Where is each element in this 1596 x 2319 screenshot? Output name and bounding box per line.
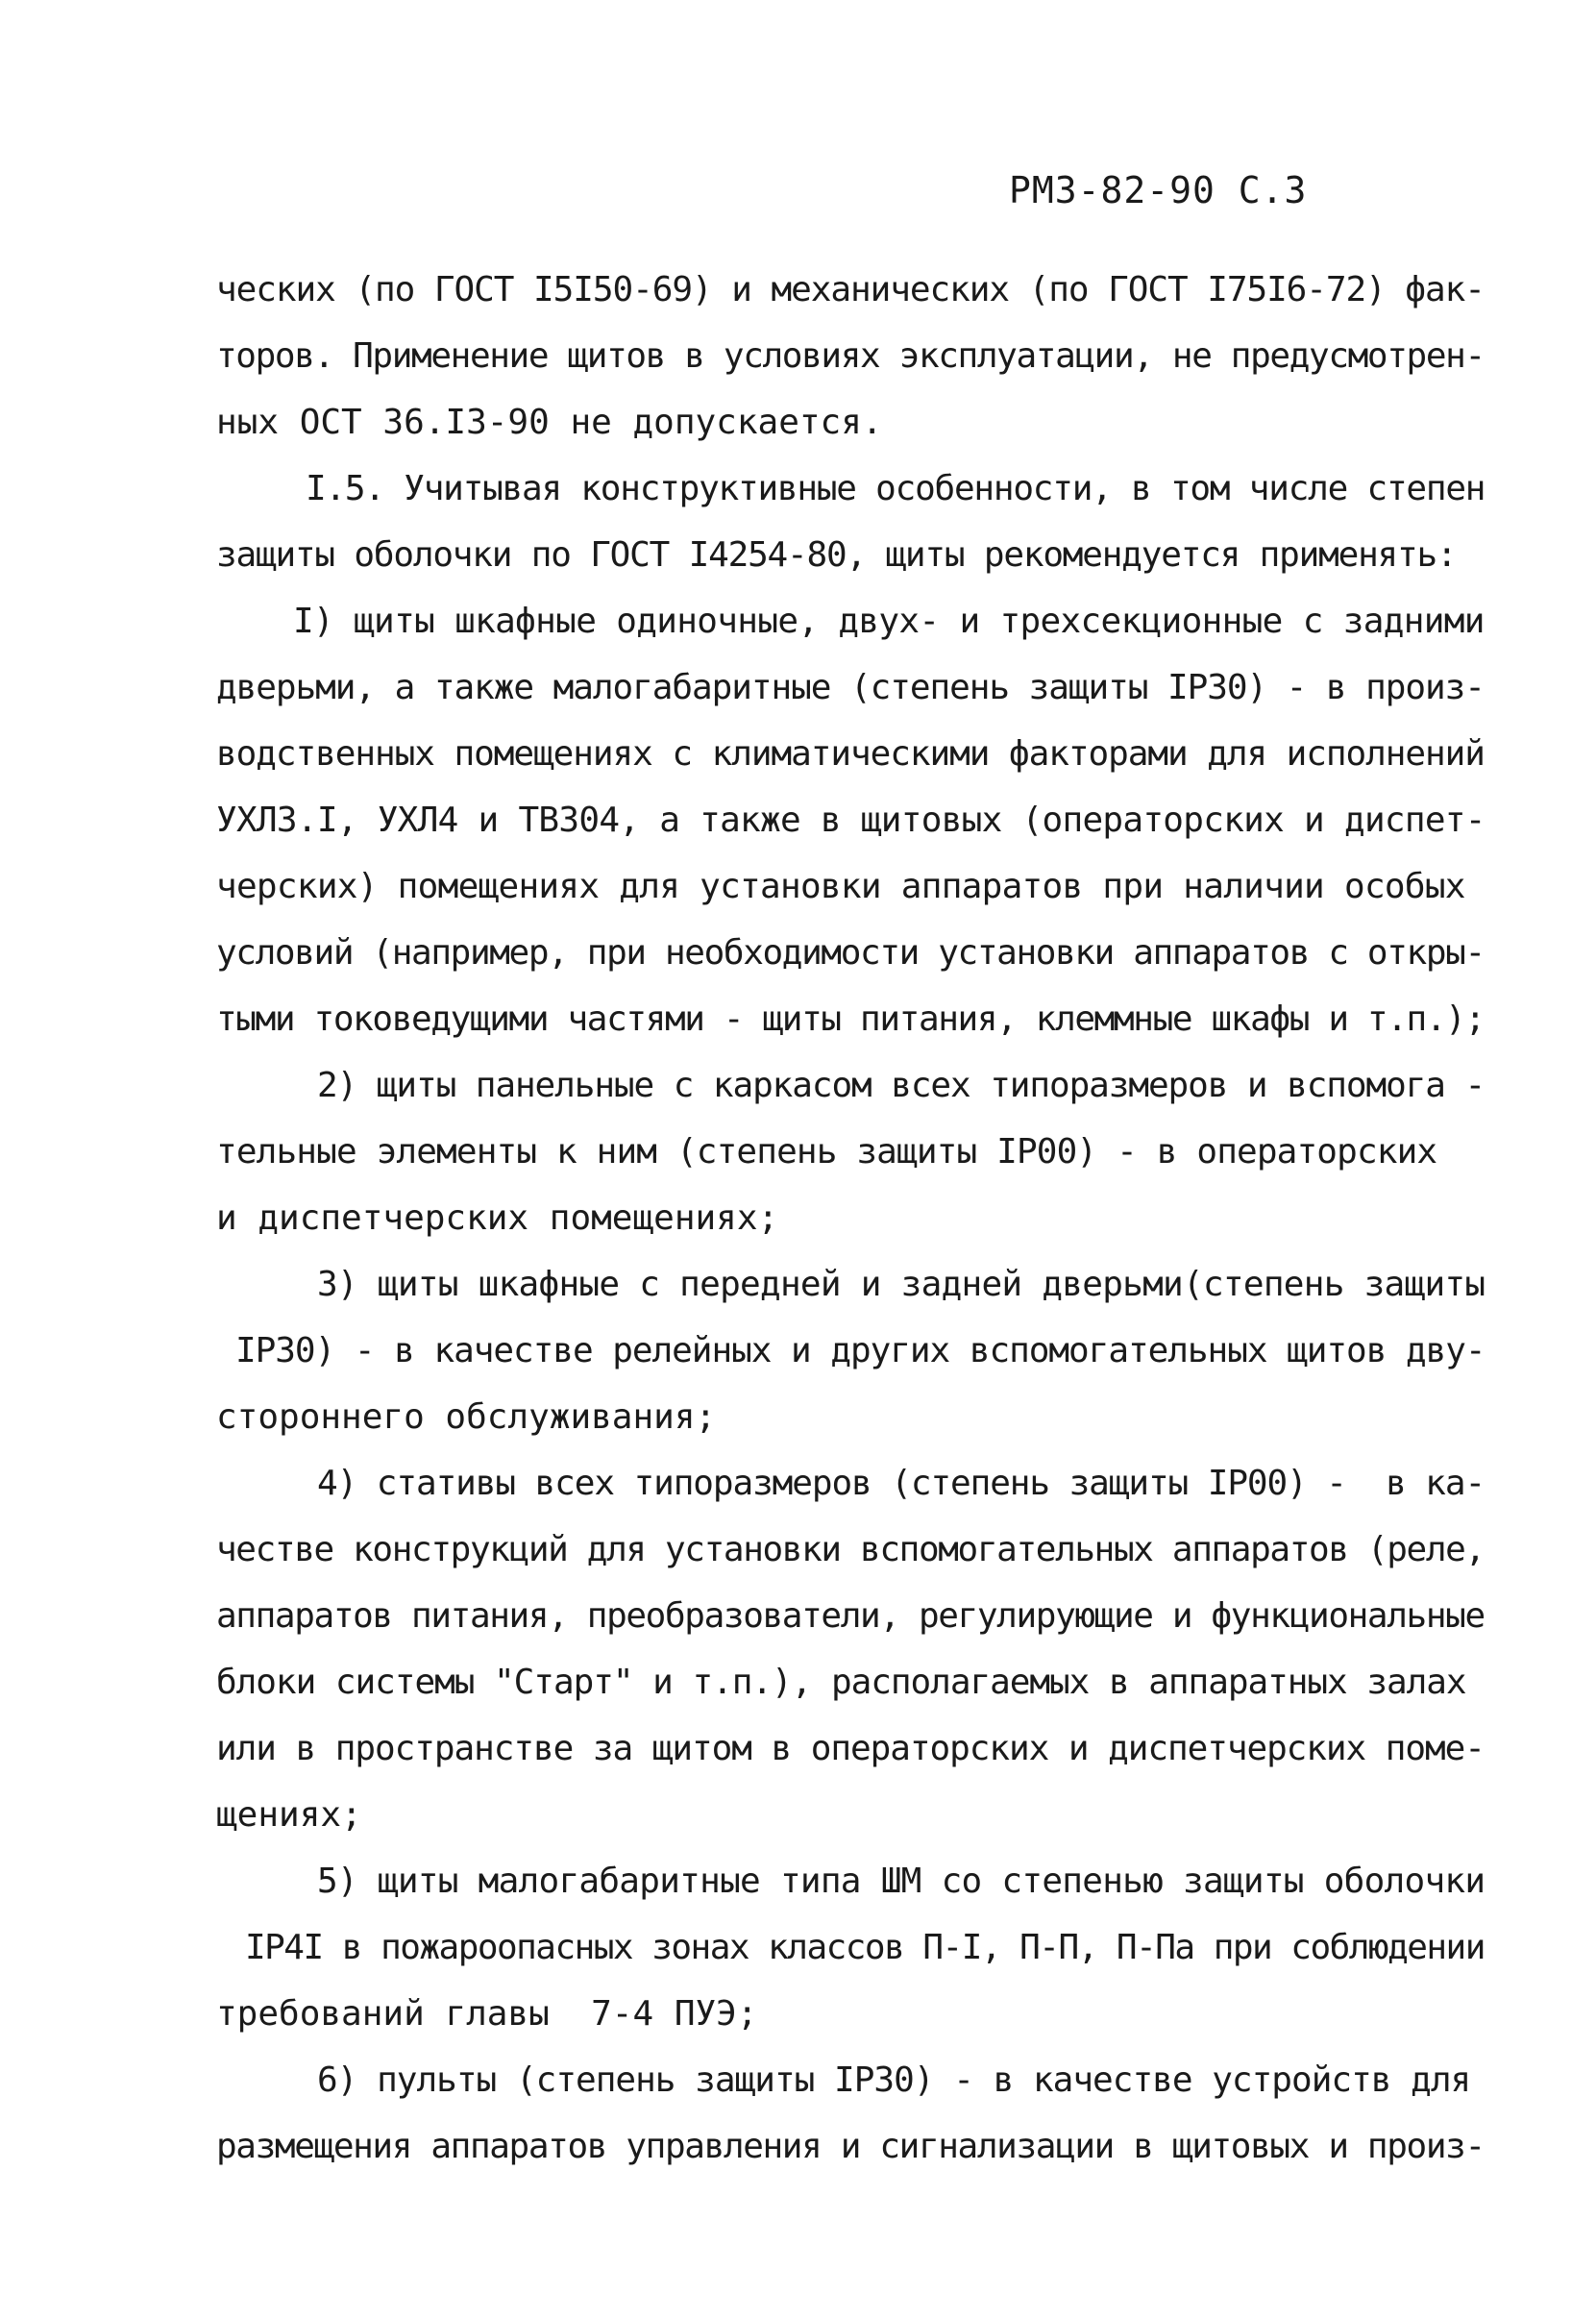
text-line: стороннего обслуживания; <box>216 1397 717 1437</box>
text-line: блоки системы "Старт" и т.п.), располагаемых в аппаратных залах <box>216 1663 1466 1702</box>
text-line: размещения аппаратов управления и сигнализации в щитовых и произ- <box>216 2127 1485 2166</box>
text-line: 2) щиты панельные с каркасом всех типоразмеров и вспомога - <box>317 1066 1486 1105</box>
text-line: ческих (по ГОСТ I5I50-69) и механических (по ГОСТ I75I6-72) фак- <box>216 270 1485 309</box>
text-line: I.5. Учитывая конструктивные особенности, в том числе степен <box>306 469 1486 508</box>
text-line: тыми токоведущими частями - щиты питания, клеммные шкафы и т.п.); <box>216 999 1485 1039</box>
text-line: щениях; <box>216 1795 362 1835</box>
page-header: РМЗ-82-90 С.3 <box>1009 169 1308 211</box>
text-line: дверьми, а также малогабаритные (степень защиты IP30) - в произ- <box>216 668 1485 707</box>
text-line: водственных помещениях с климатическими факторами для исполнений <box>216 734 1485 774</box>
text-line: УХЛ3.I, УХЛ4 и ТВ304, а также в щитовых (операторских и диспет- <box>216 801 1486 840</box>
text-line: честве конструкций для установки вспомогательных аппаратов (реле, <box>216 1530 1485 1569</box>
text-line: тельные элементы к ним (степень защиты IP00) - в операторских <box>216 1132 1437 1172</box>
text-line: IP4I в пожароопасных зонах классов П-I, П-П, П-Па при соблюдении <box>245 1928 1485 1967</box>
text-line: защиты оболочки по ГОСТ I4254-80, щиты рекомендуется применять: <box>216 535 1457 575</box>
text-line: или в пространстве за щитом в операторских и диспетчерских поме- <box>216 1729 1485 1768</box>
text-line: требований главы 7-4 ПУЭ; <box>216 1994 758 2034</box>
text-line: 5) щиты малогабаритные типа ШМ со степенью защиты оболочки <box>317 1862 1486 1901</box>
text-line: ных ОСТ 36.I3-90 не допускается. <box>216 403 883 442</box>
text-line: IP30) - в качестве релейных и других вспомогательных щитов дву- <box>235 1331 1486 1370</box>
text-line: и диспетчерских помещениях; <box>216 1198 779 1238</box>
text-line: черских) помещениях для установки аппаратов при наличии особых <box>216 867 1465 906</box>
text-line: аппаратов питания, преобразователи, регулирующие и функциональные <box>216 1596 1485 1636</box>
text-line: условий (например, при необходимости установки аппаратов с откры- <box>216 933 1485 973</box>
text-line: 6) пульты (степень защиты IP30) - в качестве устройств для <box>317 2060 1471 2100</box>
text-line: 3) щиты шкафные с передней и задней дверьми(степень защиты <box>317 1265 1486 1304</box>
text-line: 4) стативы всех типоразмеров (степень защиты IP00) - в ка- <box>317 1464 1486 1503</box>
text-line: I) щиты шкафные одиночные, двух- и трехсекционные с задними <box>293 602 1485 641</box>
text-line: торов. Применение щитов в условиях эксплуатации, не предусмотрен- <box>216 336 1485 376</box>
